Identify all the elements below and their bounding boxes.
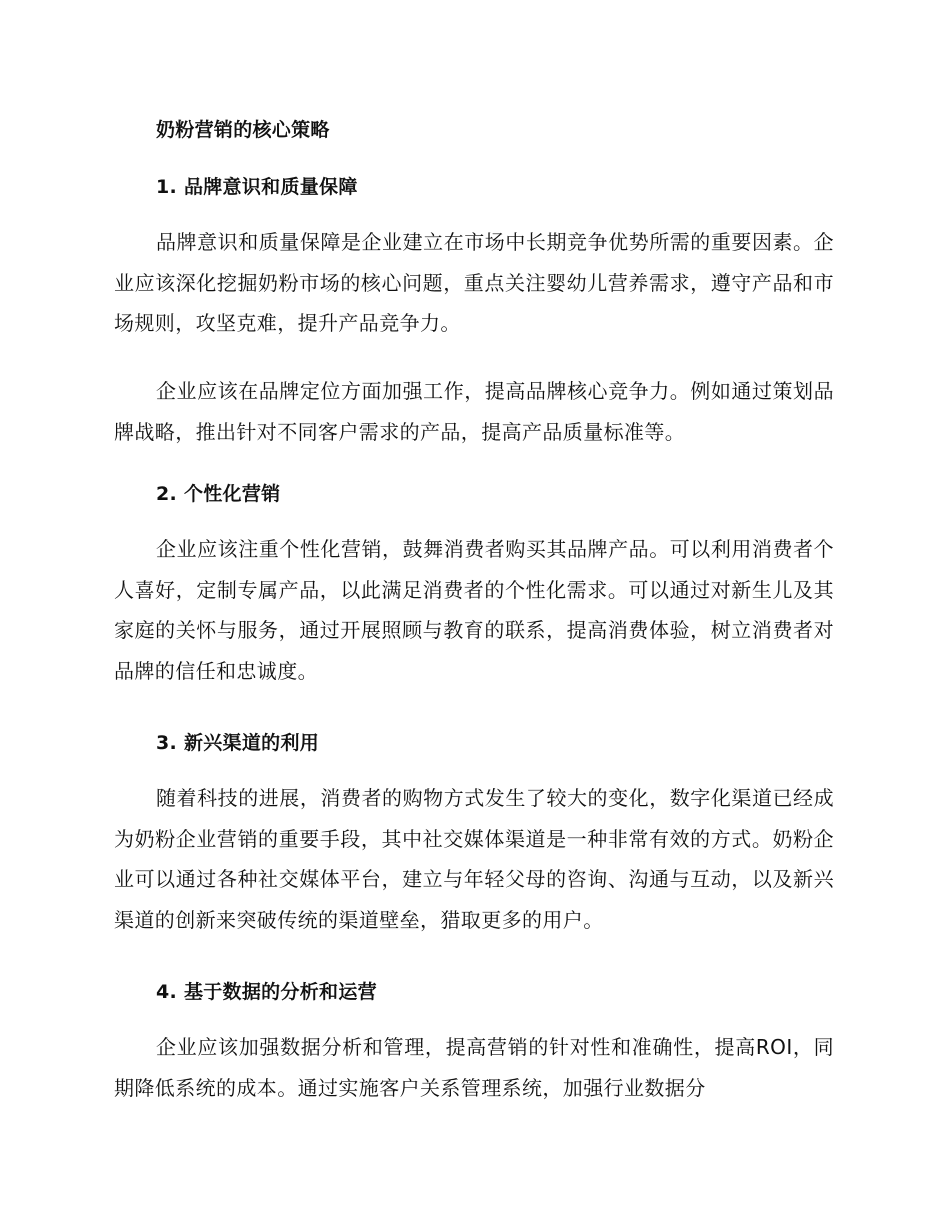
section-1-paragraph-1: 品牌意识和质量保障是企业建立在市场中长期竞争优势所需的重要因素。企业应该深化挖掘奶粉市场的核心问题，重点关注婴幼儿营养需求，遵守产品和市场规则，攻坚克难，提升产品竞争力。 bbox=[114, 230, 834, 335]
section-2-paragraph-1: 企业应该注重个性化营销，鼓舞消费者购买其品牌产品。可以利用消费者个人喜好，定制专属产品，以此满足消费者的个性化需求。可以通过对新生儿及其家庭的关怀与服务，通过开展照顾与教育的联系，提高消费体验，树立消费者对品牌的信任和忠诚度。 bbox=[114, 537, 834, 683]
section-heading-2: 2. 个性化营销 bbox=[156, 483, 281, 505]
section-1-paragraph-2: 企业应该在品牌定位方面加强工作，提高品牌核心竞争力。例如通过策划品牌战略，推出针对不同客户需求的产品，提高产品质量标准等。 bbox=[114, 379, 834, 444]
section-heading-3: 3. 新兴渠道的利用 bbox=[156, 732, 320, 754]
section-heading-1: 1. 品牌意识和质量保障 bbox=[156, 176, 358, 198]
section-4-paragraph-1: 企业应该加强数据分析和管理，提高营销的针对性和准确性，提高ROI，同期降低系统的成本。通过实施客户关系管理系统，加强行业数据分 bbox=[114, 1035, 834, 1100]
section-3-paragraph-1: 随着科技的进展，消费者的购物方式发生了较大的变化，数字化渠道已经成为奶粉企业营销的重要手段，其中社交媒体渠道是一种非常有效的方式。奶粉企业可以通过各种社交媒体平台，建立与年轻父母的咨询、沟通与互动，以及新兴渠道的创新来突破传统的渠道壁垒，猎取更多的用户。 bbox=[114, 786, 834, 932]
section-heading-4: 4. 基于数据的分析和运营 bbox=[156, 981, 377, 1003]
document-title: 奶粉营销的核心策略 bbox=[156, 119, 330, 141]
